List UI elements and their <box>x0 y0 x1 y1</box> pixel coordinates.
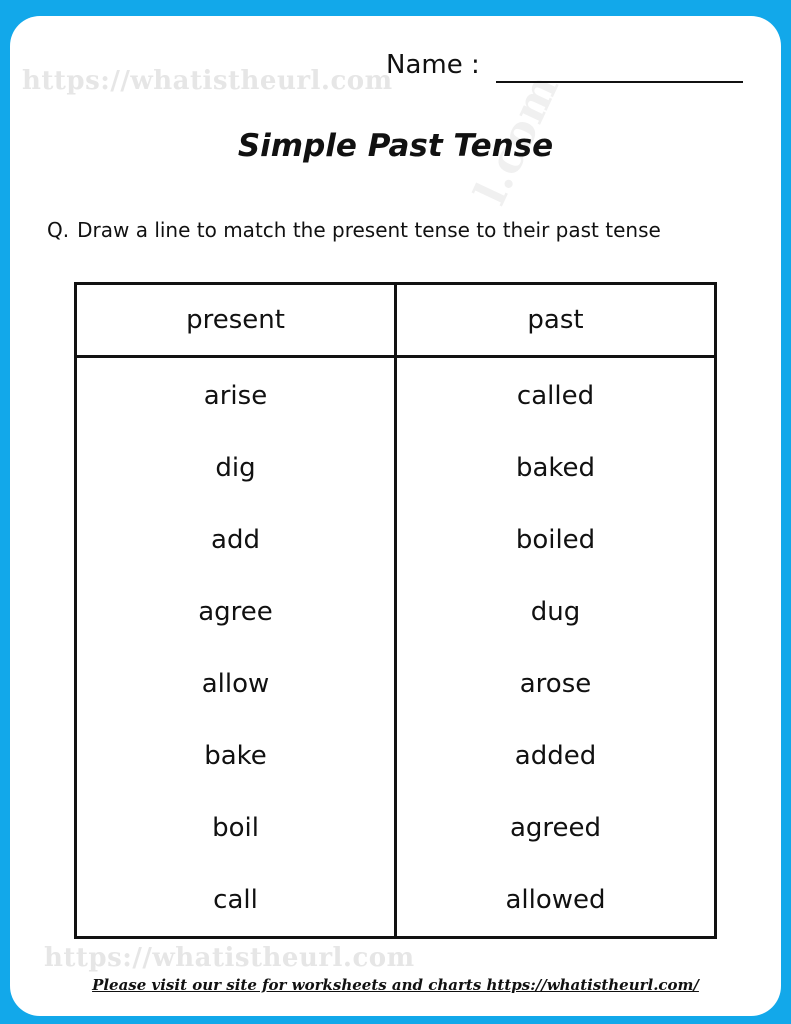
past-word: called <box>396 357 716 433</box>
table-header-row <box>76 284 716 357</box>
name-blank-line <box>496 81 743 83</box>
matching-table <box>74 282 717 939</box>
table-row <box>76 576 716 648</box>
past-word: agreed <box>396 792 716 864</box>
worksheet-page <box>10 16 781 1016</box>
past-word: arose <box>396 648 716 720</box>
column-header-present: present <box>76 284 396 357</box>
watermark-bottom: https://whatistheurl.com <box>44 943 415 973</box>
table-row <box>76 864 716 938</box>
past-word: dug <box>396 576 716 648</box>
present-word: dig <box>76 432 396 504</box>
table-row <box>76 504 716 576</box>
column-header-past: past <box>396 284 716 357</box>
table-row <box>76 792 716 864</box>
watermark-diagonal: l.com <box>465 66 570 213</box>
present-word: call <box>76 864 396 938</box>
present-word: add <box>76 504 396 576</box>
present-word: bake <box>76 720 396 792</box>
page-title: Simple Past Tense <box>237 128 554 164</box>
present-word: allow <box>76 648 396 720</box>
past-word: allowed <box>396 864 716 938</box>
present-word: agree <box>76 576 396 648</box>
footer-link[interactable]: Please visit our site for worksheets and charts https://whatistheurl.com/ <box>92 976 699 994</box>
past-word: baked <box>396 432 716 504</box>
present-word: arise <box>76 357 396 433</box>
question-text: Draw a line to match the present tense to their past tense <box>77 218 661 242</box>
past-word: added <box>396 720 716 792</box>
table-row <box>76 432 716 504</box>
past-word: boiled <box>396 504 716 576</box>
table-row <box>76 720 716 792</box>
table-row <box>76 357 716 433</box>
watermark-top: https://whatistheurl.com <box>22 66 393 96</box>
table-row <box>76 648 716 720</box>
question-prefix: Q. <box>47 218 70 242</box>
question <box>47 218 661 242</box>
present-word: boil <box>76 792 396 864</box>
name-label: Name : <box>386 50 480 80</box>
